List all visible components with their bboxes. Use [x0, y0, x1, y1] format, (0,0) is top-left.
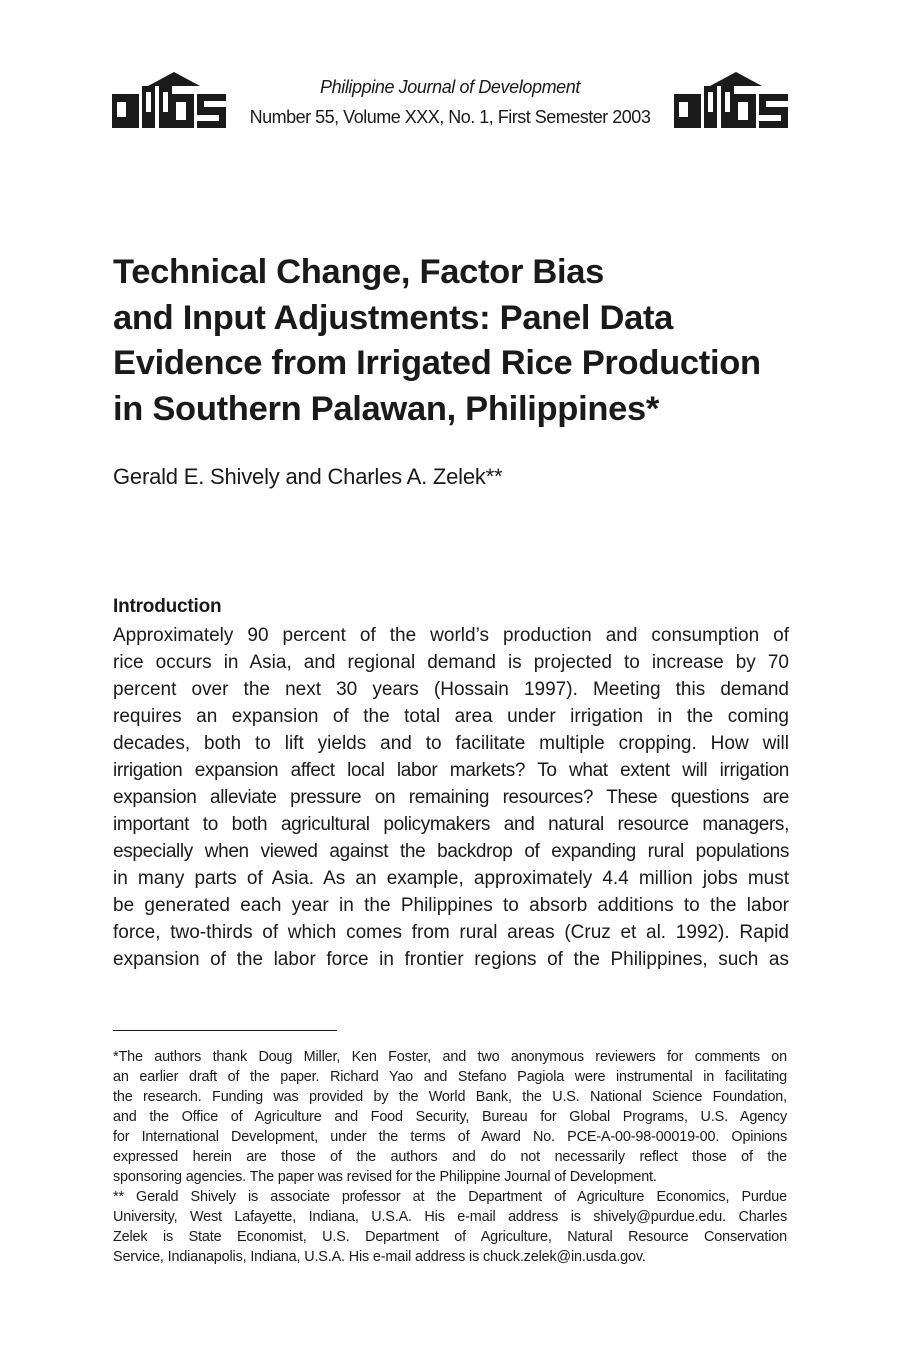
paragraph-line: Approximately 90 percent of the world’s production and consumption of — [113, 625, 789, 646]
paragraph-line: especially when viewed against the backdrop of expanding rural populations — [113, 841, 789, 862]
journal-header — [230, 74, 670, 130]
paragraph-line: decades, both to lift yields and to facilitate multiple cropping. How will — [113, 733, 789, 754]
title-line: Evidence from Irrigated Rice Production — [113, 344, 761, 382]
pids-logo-left — [112, 72, 228, 130]
journal-issue: Number 55, Volume XXX, No. 1, First Semester 2003 — [249, 107, 651, 127]
introduction-paragraph — [113, 622, 789, 973]
pids-logo-graphic — [112, 72, 228, 130]
footnotes — [113, 1047, 787, 1267]
introduction-heading: Introduction — [113, 596, 222, 617]
title-line: in Southern Palawan, Philippines* — [113, 389, 660, 428]
footnote-line: the research. Funding was provided by the World Bank, the U.S. National Science Foundation, — [113, 1089, 787, 1105]
footnote-line: expressed herein are those of the authors and do not necessarily reflect those of the — [113, 1149, 787, 1165]
paragraph-line: rice occurs in Asia, and regional demand is projected to increase by 70 — [113, 652, 789, 673]
title-line: Technical Change, Factor Bias — [113, 253, 605, 291]
article-title — [113, 250, 813, 432]
footnote-line: Zelek is State Economist, U.S. Department of Agriculture, Natural Resource Conservation — [113, 1229, 787, 1245]
journal-name: Philippine Journal of Development — [320, 77, 580, 97]
paragraph-line: important to both agricultural policymakers and natural resource managers, — [113, 814, 789, 835]
paragraph-line: expansion alleviate pressure on remaining resources? These questions are — [113, 787, 789, 808]
paragraph-line: be generated each year in the Philippines to absorb additions to the labor — [113, 895, 789, 916]
paragraph-line: requires an expansion of the total area under irrigation in the coming — [113, 706, 789, 727]
footnote-line: Service, Indianapolis, Indiana, U.S.A. His e-mail address is chuck.zelek@in.usda.gov. — [113, 1249, 646, 1265]
paragraph-line: force, two-thirds of which comes from rural areas (Cruz et al. 1992). Rapid — [113, 922, 789, 943]
article-authors: Gerald E. Shively and Charles A. Zelek** — [113, 464, 503, 489]
paragraph-line: irrigation expansion affect local labor markets? To what extent will irrigation — [113, 760, 789, 781]
footnote-line: University, West Lafayette, Indiana, U.S.A. His e-mail address is shively@purdue.edu. Charles — [113, 1209, 787, 1225]
footnote-line: *The authors thank Doug Miller, Ken Foster, and two anonymous reviewers for comments on — [113, 1049, 787, 1065]
title-line: and Input Adjustments: Panel Data — [113, 298, 674, 337]
footnote-line: sponsoring agencies. The paper was revised for the Philippine Journal of Development. — [113, 1169, 657, 1185]
footnote-line: and the Office of Agriculture and Food Security, Bureau for Global Programs, U.S. Agency — [113, 1109, 787, 1125]
pids-logo-graphic — [674, 72, 790, 130]
paragraph-line: expansion of the labor force in frontier regions of the Philippines, such as — [113, 949, 789, 970]
footnote-line: for International Development, under the terms of Award No. PCE-A-00-98-00019-00. Opinions — [113, 1129, 787, 1145]
footnote-line: an earlier draft of the paper. Richard Yao and Stefano Pagiola were instrumental in facilitating — [113, 1069, 787, 1085]
footnote-divider — [113, 1030, 337, 1031]
paragraph-line: percent over the next 30 years (Hossain 1997). Meeting this demand — [113, 679, 789, 700]
paragraph-line: in many parts of Asia. As an example, approximately 4.4 million jobs must — [113, 868, 789, 889]
pids-logo-right — [674, 72, 790, 130]
footnote-line: ** Gerald Shively is associate professor at the Department of Agriculture Economics, Purdue — [113, 1189, 787, 1205]
